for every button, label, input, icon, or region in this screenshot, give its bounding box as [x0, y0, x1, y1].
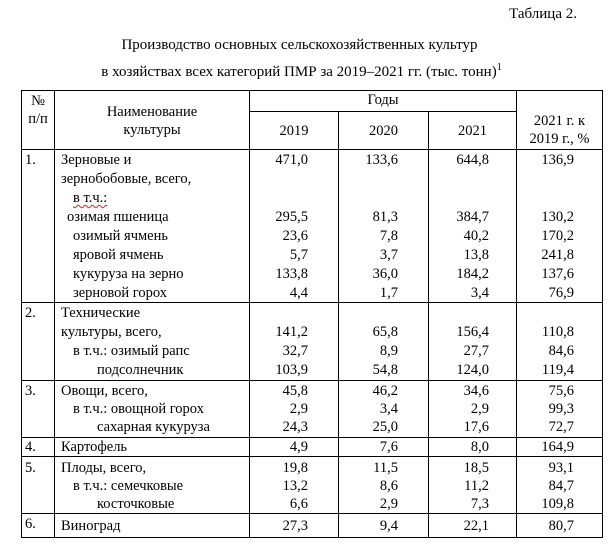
value-2019: 32,7	[282, 343, 308, 359]
value-ratio: 84,6	[548, 343, 574, 359]
table-line	[21, 90, 22, 538]
value-2021: 8,0	[470, 439, 489, 455]
value-2021: 156,4	[456, 324, 489, 340]
value-ratio: 76,9	[548, 285, 574, 301]
value-2020: 8,9	[379, 343, 398, 359]
value-ratio: 80,7	[548, 518, 574, 534]
header-name-line1: Наименование	[106, 104, 198, 120]
production-table	[21, 90, 603, 538]
value-ratio: 164,9	[541, 439, 574, 455]
row-name: Технические	[61, 305, 141, 321]
value-2020: 7,8	[379, 228, 398, 244]
table-line	[249, 111, 516, 112]
value-2020: 46,2	[372, 383, 398, 399]
value-2019: 471,0	[275, 152, 308, 168]
row-name: Виноград	[61, 518, 121, 534]
value-2021: 11,2	[464, 478, 489, 494]
value-2019: 4,9	[289, 439, 308, 455]
table-title-line2	[0, 62, 609, 81]
value-2019: 4,4	[289, 285, 308, 301]
row-name: зернобобовые, всего,	[61, 171, 192, 187]
value-2019: 13,2	[282, 478, 308, 494]
header-ratio-line2: 2019 г., %	[529, 131, 590, 147]
value-ratio: 136,9	[541, 152, 574, 168]
value-2019: 27,3	[282, 518, 308, 534]
value-2020: 25,0	[372, 419, 398, 435]
table-title-line1: Производство основных сельскохозяйственных культур	[121, 37, 478, 53]
header-ratio-line1: 2021 г. к	[533, 113, 586, 129]
value-2021: 184,2	[456, 266, 489, 282]
value-2020: 11,5	[373, 460, 398, 476]
value-2019: 6,6	[289, 496, 308, 512]
group-number: 2.	[25, 305, 36, 321]
value-2020: 3,4	[379, 401, 398, 417]
row-name: косточковые	[97, 496, 175, 512]
value-2019: 23,6	[282, 228, 308, 244]
header-name-line2: культуры	[123, 122, 181, 138]
row-name: яровой ячмень	[73, 247, 164, 263]
value-2020: 3,7	[379, 247, 398, 263]
value-2019: 295,5	[275, 209, 308, 225]
value-ratio: 137,6	[541, 266, 574, 282]
value-2021: 2,9	[470, 401, 489, 417]
value-ratio: 109,8	[541, 496, 574, 512]
header-2019: 2019	[279, 123, 309, 139]
value-2021: 384,7	[456, 209, 489, 225]
value-ratio: 130,2	[541, 209, 574, 225]
group-number: 1.	[25, 152, 36, 168]
value-ratio: 241,8	[541, 247, 574, 263]
value-ratio: 119,4	[541, 362, 574, 378]
value-2021: 18,5	[463, 460, 489, 476]
row-name: Картофель	[61, 439, 128, 455]
value-2019: 141,2	[275, 324, 308, 340]
value-2021: 40,2	[463, 228, 489, 244]
value-ratio: 75,6	[548, 383, 574, 399]
row-name: в т.ч.: овощной горох	[73, 401, 204, 417]
value-2020: 9,4	[379, 518, 398, 534]
header-num-line1: №	[31, 93, 45, 109]
row-name: зерновой горох	[73, 285, 168, 301]
value-2021: 644,8	[456, 152, 489, 168]
group-number: 3.	[25, 383, 36, 399]
value-2021: 17,6	[463, 419, 489, 435]
row-name: озимый ячмень	[73, 228, 168, 244]
value-2019: 24,3	[282, 419, 308, 435]
value-2019: 103,9	[275, 362, 308, 378]
row-name: Плоды, всего,	[61, 460, 147, 476]
row-name: подсолнечник	[97, 362, 184, 378]
table-line	[602, 90, 603, 538]
header-years: Годы	[367, 92, 399, 108]
value-2020: 7,6	[379, 439, 398, 455]
value-2020: 1,7	[379, 285, 398, 301]
value-2019: 19,8	[282, 460, 308, 476]
title-footnote-mark: 1	[496, 62, 502, 73]
value-ratio: 93,1	[548, 460, 574, 476]
value-ratio: 99,3	[548, 401, 574, 417]
value-2020: 8,6	[379, 478, 398, 494]
row-name: озимая пшеница	[67, 209, 169, 225]
value-2021: 3,4	[470, 285, 489, 301]
value-ratio: 110,8	[541, 324, 574, 340]
table-title-line2-text: в хозяйствах всех категорий ПМР за 2019–2021 гг. (тыс. тонн)	[101, 64, 497, 80]
row-name: сахарная кукуруза	[97, 419, 210, 435]
row-name: культуры, всего,	[61, 324, 162, 340]
table-line	[54, 90, 55, 538]
value-2019: 2,9	[289, 401, 308, 417]
row-name: Овощи, всего,	[61, 383, 148, 399]
group-number: 4.	[25, 439, 36, 455]
value-2020: 133,6	[365, 152, 398, 168]
value-2021: 7,3	[470, 496, 489, 512]
row-name: в т.ч.:	[73, 190, 108, 206]
header-2020: 2020	[369, 123, 398, 139]
value-ratio: 72,7	[548, 419, 574, 435]
header-num-line2: п/п	[28, 111, 48, 127]
value-2020: 36,0	[372, 266, 398, 282]
value-2020: 81,3	[372, 209, 398, 225]
value-ratio: 170,2	[541, 228, 574, 244]
value-2019: 5,7	[289, 247, 308, 263]
value-2021: 22,1	[463, 518, 489, 534]
value-2019: 133,8	[275, 266, 308, 282]
value-2020: 65,8	[372, 324, 398, 340]
value-2021: 124,0	[456, 362, 489, 378]
row-name: в т.ч.: семечковые	[73, 478, 184, 494]
value-2019: 45,8	[282, 383, 308, 399]
group-number: 5.	[25, 460, 36, 476]
row-name: в т.ч.: озимый рапс	[73, 343, 190, 359]
value-2020: 2,9	[379, 496, 398, 512]
row-name: Зерновые и	[61, 152, 132, 168]
group-number: 6.	[25, 516, 36, 532]
value-2021: 27,7	[463, 343, 489, 359]
row-name: кукуруза на зерно	[73, 266, 184, 282]
table-label: Таблица 2.	[509, 6, 577, 22]
value-2021: 34,6	[463, 383, 489, 399]
header-2021: 2021	[458, 123, 487, 139]
value-ratio: 84,7	[548, 478, 574, 494]
value-2021: 13,8	[463, 247, 489, 263]
value-2020: 54,8	[372, 362, 398, 378]
